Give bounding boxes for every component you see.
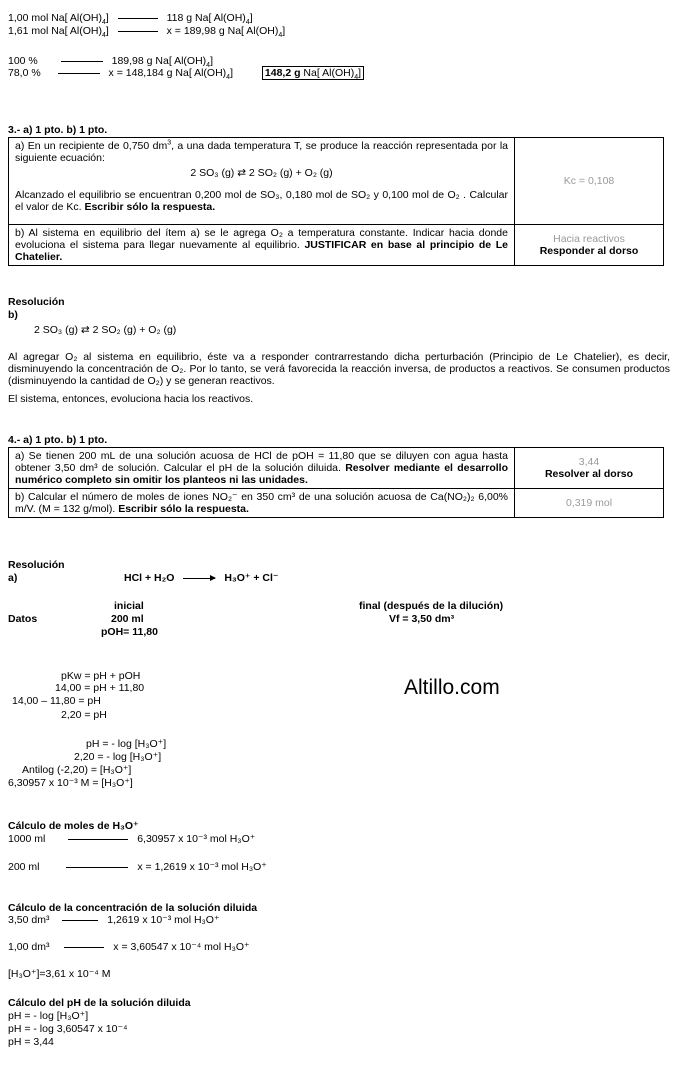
bracket: ] bbox=[358, 67, 362, 79]
q4-table bbox=[8, 447, 664, 518]
conc-2-right: x = 3,60547 x 10⁻⁴ mol H₃O⁺ bbox=[113, 941, 250, 953]
sub4: 4 bbox=[354, 74, 359, 82]
q4-a-text bbox=[15, 450, 508, 486]
ph-line-1: pH = - log [H₃O⁺] bbox=[86, 738, 167, 750]
res4-a-label: a) bbox=[8, 572, 18, 584]
sub4: 4 bbox=[226, 74, 231, 82]
moles-1-left: 1000 ml bbox=[8, 833, 46, 845]
q3-a-answer: Kc = 0,108 bbox=[515, 138, 664, 225]
relation-line bbox=[64, 947, 104, 948]
conc-title: Cálculo de la concentración de la solución diluida bbox=[8, 902, 258, 914]
top-line-4 bbox=[8, 67, 364, 82]
q3-b-cell bbox=[9, 225, 515, 266]
relation-line bbox=[62, 920, 98, 921]
q3-b-text bbox=[15, 227, 508, 263]
q3-a-text: a) En un recipiente de 0,750 $dm^3$, a una dada temperatura T, se produce la reacción representada por la siguiente ecuación: bbox=[15, 139, 508, 165]
top-l1-left: 1,00 mol Na[ Al(OH) bbox=[8, 12, 102, 24]
res4-datos: Datos bbox=[8, 613, 38, 625]
q4-a-text1: a) Se tienen 200 mL de una solución acuosa de HCl de pOH = 11,80 que se diluyen con agua hasta obtener 3,50 dm³ de solución. Calcular el pH de la solución diluida. bbox=[15, 450, 508, 475]
res4-vf: Vf = 3,50 dm³ bbox=[389, 613, 455, 625]
sub4: 4 bbox=[278, 32, 283, 40]
q3-b-text1: b) Al sistema en equilibrio del ítem a) se le agrega O₂ a temperatura constante. Indicar hacia donde evoluciona el sistema para llegar nuevamente al equilibrio. bbox=[15, 227, 508, 252]
q3-b-answer-line2: Responder al dorso bbox=[539, 245, 639, 258]
pkw-line-3: 14,00 – 11,80 = pH bbox=[12, 695, 101, 707]
q4-b-answer: 0,319 mol bbox=[515, 489, 664, 518]
res3-b-label: b) bbox=[8, 309, 18, 321]
q4-a-answer bbox=[515, 448, 664, 489]
q4-header: 4.- a) 1 pto. b) 1 pto. bbox=[8, 434, 108, 446]
conc-1-left: 3,50 dm³ bbox=[8, 914, 50, 926]
bracket: ] bbox=[282, 25, 286, 37]
conc-line-2 bbox=[8, 941, 250, 953]
relation-line bbox=[61, 61, 103, 62]
q3-a-text2: , a una dada temperatura T, se produce la reacción representada por la siguiente ecuación: bbox=[15, 140, 508, 165]
conc-2-left: 1,00 dm³ bbox=[8, 941, 50, 953]
moles-2-right: x = 1,2619 x 10⁻³ mol H₃O⁺ bbox=[137, 861, 267, 873]
q3-a-cell bbox=[9, 138, 515, 225]
q3-table bbox=[8, 137, 664, 266]
moles-title: Cálculo de moles de H₃O⁺ bbox=[8, 820, 139, 832]
bracket: ] bbox=[105, 12, 109, 24]
q3-a-text3 bbox=[15, 189, 508, 213]
q4-a-bold: Resolver mediante el desarrollo numérico completo sin omitir los planteos ni las unidades. bbox=[15, 462, 508, 487]
q3-b-answer-line1: Hacia reactivos bbox=[553, 233, 625, 246]
q3-a-text1: a) En un recipiente de 0,750 dm bbox=[15, 140, 168, 152]
top-l4-left: 78,0 % bbox=[8, 67, 41, 79]
top-l4-right: x = 148,184 g Na[ Al(OH) bbox=[108, 67, 227, 79]
phd-title: Cálculo del pH de la solución diluida bbox=[8, 997, 191, 1009]
bracket: ] bbox=[105, 25, 109, 37]
res4-v-ini: 200 ml bbox=[111, 613, 144, 625]
res3-title: Resolución bbox=[8, 296, 65, 308]
relation-line bbox=[68, 839, 128, 840]
conc-line-1 bbox=[8, 914, 220, 926]
q3-b-bold: JUSTIFICAR en base al principio de Le Chatelier. bbox=[15, 239, 509, 264]
reaction-products: H₃O⁺ + Cl⁻ bbox=[224, 572, 279, 584]
phd-line-3: pH = 3,44 bbox=[8, 1036, 54, 1048]
top-line-3 bbox=[8, 55, 213, 70]
q4-b-cell bbox=[9, 489, 515, 518]
ph-line-3: Antilog (-2,20) = [H₃O⁺] bbox=[22, 764, 132, 776]
top-l2-right: x = 189,98 g Na[ Al(OH) bbox=[166, 25, 279, 37]
moles-line-2 bbox=[8, 861, 267, 873]
q4-b-text1: b) Calcular el número de moles de iones NO₂⁻ en 350 cm³ de una solución acuosa de Ca(NO₂)₂ 6,00% m/V. (M = 132 g/mol). bbox=[15, 491, 508, 516]
res3-paragraph: Al agregar O₂ al sistema en equilibrio, éste va a responder contrarrestando dicha perturbación (Principio de Le Chatelier), es decir, disminuyendo la concentración de O₂. Por lo tanto, se verá favorecida la reacción inversa, de productos a reactivos. Se consumen productos (disminuyendo la cantidad de O₂) y se generan reactivos. bbox=[8, 351, 670, 388]
final-answer-value: 148,2 g bbox=[264, 67, 301, 79]
pkw-line-2: 14,00 = pH + 11,80 bbox=[55, 682, 145, 694]
q3-a-bold: Escribir sólo la respuesta. bbox=[84, 201, 216, 214]
sub4: 4 bbox=[101, 32, 106, 40]
final-answer-box bbox=[262, 66, 364, 80]
res4-reaction bbox=[124, 572, 278, 584]
bracket: ] bbox=[210, 55, 213, 67]
q3-equation: 2 SO₃ (g) ⇄ 2 SO₂ (g) + O₂ (g) bbox=[190, 167, 333, 180]
pkw-line-1: pKw = pH + pOH bbox=[61, 670, 141, 682]
top-line-2 bbox=[8, 25, 286, 40]
relation-line bbox=[118, 31, 158, 32]
q3-header: 3.- a) 1 pto. b) 1 pto. bbox=[8, 124, 108, 136]
res4-title: Resolución bbox=[8, 559, 65, 571]
res4-final: final (después de la dilución) bbox=[359, 600, 504, 612]
q4-b-bold: Escribir sólo la respuesta. bbox=[118, 503, 249, 516]
top-l1-right: 118 g Na[ Al(OH) bbox=[166, 12, 246, 24]
q3-b-answer bbox=[515, 225, 664, 266]
reaction-reactants: HCl + H₂O bbox=[124, 572, 175, 584]
top-l3-left: 100 % bbox=[8, 55, 38, 67]
res3-equation: 2 SO₃ (g) ⇄ 2 SO₂ (g) + O₂ (g) bbox=[34, 324, 177, 336]
top-l3-right: 189,98 g Na[ Al(OH) bbox=[111, 55, 207, 67]
conc-1-right: 1,2619 x 10⁻³ mol H₃O⁺ bbox=[107, 914, 220, 926]
reaction-arrow-icon bbox=[183, 578, 215, 579]
moles-2-left: 200 ml bbox=[8, 861, 40, 873]
ph-line-4: 6,30957 x 10⁻³ M = [H₃O⁺] bbox=[8, 777, 133, 789]
phd-line-1: pH = - log [H₃O⁺] bbox=[8, 1010, 89, 1022]
res3-conclusion: El sistema, entonces, evoluciona hacia los reactivos. bbox=[8, 393, 254, 405]
relation-line bbox=[118, 18, 158, 19]
q3-a-text3-body: Alcanzado el equilibrio se encuentran 0,200 mol de SO₃, 0,180 mol de SO₂ y 0,100 mol de O₂ . Calcular el valor de Kc. bbox=[15, 189, 508, 214]
watermark-brand: Altillo.com bbox=[404, 676, 500, 699]
pkw-line-4: 2,20 = pH bbox=[61, 709, 107, 721]
conc-result: [H₃O⁺]=3,61 x 10⁻⁴ M bbox=[8, 968, 111, 980]
sub4: 4 bbox=[101, 19, 106, 27]
res4-inicial: inicial bbox=[114, 600, 144, 612]
final-answer-unit: Na[ Al(OH) bbox=[300, 67, 355, 79]
ph-line-2: 2,20 = - log [H₃O⁺] bbox=[74, 751, 162, 763]
bracket: ] bbox=[230, 67, 233, 79]
relation-line bbox=[66, 867, 128, 868]
q4-a-cell bbox=[9, 448, 515, 489]
sub4: 4 bbox=[245, 19, 250, 27]
moles-1-right: 6,30957 x 10⁻³ mol H₃O⁺ bbox=[137, 833, 256, 845]
q4-a-answer-line2: Resolver al dorso bbox=[544, 468, 634, 481]
q4-a-answer-line1: 3,44 bbox=[578, 456, 600, 469]
sub4: 4 bbox=[206, 62, 211, 70]
res4-poh: pOH= 11,80 bbox=[101, 626, 158, 638]
phd-line-2: pH = - log 3,60547 x 10⁻⁴ bbox=[8, 1023, 128, 1035]
bracket: ] bbox=[249, 12, 253, 24]
moles-line-1 bbox=[8, 833, 255, 845]
q4-b-text bbox=[15, 491, 508, 515]
top-l2-left: 1,61 mol Na[ Al(OH) bbox=[8, 25, 102, 37]
top-line-1 bbox=[8, 12, 253, 27]
relation-line bbox=[58, 73, 100, 74]
